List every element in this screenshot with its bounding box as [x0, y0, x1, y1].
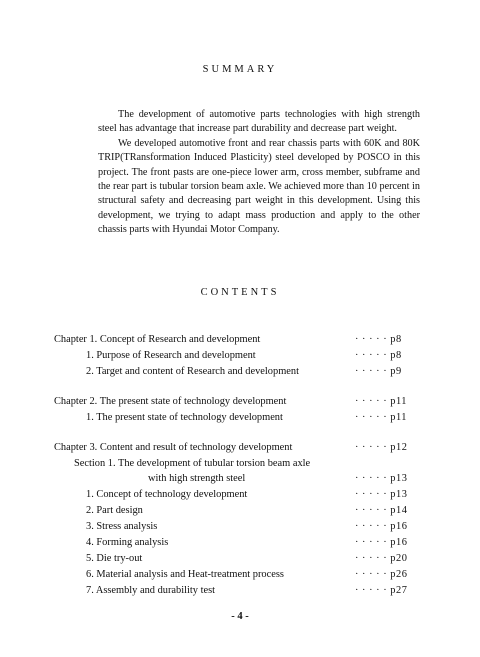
toc-entry-page: p8: [390, 350, 402, 361]
toc-leader-dots: · · · · · p9: [355, 366, 402, 377]
toc-leader-dots: · · · · · p26: [355, 569, 408, 580]
toc-entry-text: 1. Concept of technology development: [86, 489, 248, 500]
toc-entry-page: p13: [390, 489, 408, 500]
toc-entry-text: Chapter 2. The present state of technology development: [54, 396, 287, 407]
toc-leader-dots: · · · · · p11: [355, 412, 407, 423]
toc-entry-page: p9: [390, 366, 402, 377]
toc-entry-text: 3. Stress analysis: [86, 521, 158, 532]
toc-entry-page: p11: [390, 396, 407, 407]
toc-entry-page: p27: [390, 585, 408, 596]
toc-entry-page: p8: [390, 334, 402, 345]
toc-leader-dots: · · · · · p12: [355, 442, 408, 453]
toc-entry-text: 5. Die try-out: [86, 553, 143, 564]
toc-entry-text: 1. Purpose of Research and development: [86, 350, 256, 361]
toc-leader-dots: · · · · · p27: [355, 585, 408, 596]
toc-leader-dots: · · · · · p20: [355, 553, 408, 564]
toc-entry-page: p16: [390, 521, 408, 532]
toc-entry-text: 6. Material analysis and Heat-treatment process: [86, 569, 284, 580]
toc-entry-page: p14: [390, 505, 408, 516]
toc-entry-text: Chapter 3. Content and result of technology development: [54, 442, 293, 453]
toc-entry-text: Section 1. The development of tubular torsion beam axle: [74, 458, 311, 469]
page-number: - 4 -: [231, 611, 249, 622]
toc-leader-dots: · · · · · p8: [355, 350, 402, 361]
toc-leader-dots: · · · · · p13: [355, 489, 408, 500]
toc-leader-dots: · · · · · p11: [355, 396, 407, 407]
toc-entry-page: p13: [390, 473, 408, 484]
toc-leader-dots: · · · · · p13: [355, 473, 408, 484]
toc-leader-dots: · · · · · p16: [355, 521, 408, 532]
toc-entry-page: p12: [390, 442, 408, 453]
toc-leader-dots: · · · · · p8: [355, 334, 402, 345]
toc-entry-text: 1. The present state of technology development: [86, 412, 283, 423]
toc-entry-page: p26: [390, 569, 408, 580]
toc-entry-text: 4. Forming analysis: [86, 537, 169, 548]
toc-entry-text: with high strength steel: [148, 473, 246, 484]
toc-leader-dots: · · · · · p14: [355, 505, 408, 516]
toc-entry-text: 2. Part design: [86, 505, 143, 516]
toc-entry-text: Chapter 1. Concept of Research and development: [54, 334, 261, 345]
summary-paragraph-1: The development of automotive parts technologies with high strength steel has advantage that increase part durability and decrease part weight.: [98, 109, 420, 135]
toc-entry-page: p20: [390, 553, 408, 564]
summary-heading: SUMMARY: [202, 64, 278, 75]
toc-entry-text: 2. Target and content of Research and development: [86, 366, 299, 377]
summary-paragraph-2: We developed automotive front and rear chassis parts with 60K and 80K TRIP(TRansformation Induced Plasticity) steel developed by POSCO in this project. The front pasts are one-piece lower arm, cross member, subframe and the rear part is tubular torsion beam axle. We achieved more than 10 percent in structural safety and decreasing part weight in this development. Using this development, we trying to adapt mass production and apply to the other chassis parts with Hyundai Motor Company.: [98, 137, 420, 236]
toc-leader-dots: · · · · · p16: [355, 537, 408, 548]
toc-entry-text: 7. Assembly and durability test: [86, 585, 216, 596]
contents-heading: CONTENTS: [200, 287, 280, 298]
toc-entry-page: p16: [390, 537, 408, 548]
toc-entry-page: p11: [390, 412, 407, 423]
